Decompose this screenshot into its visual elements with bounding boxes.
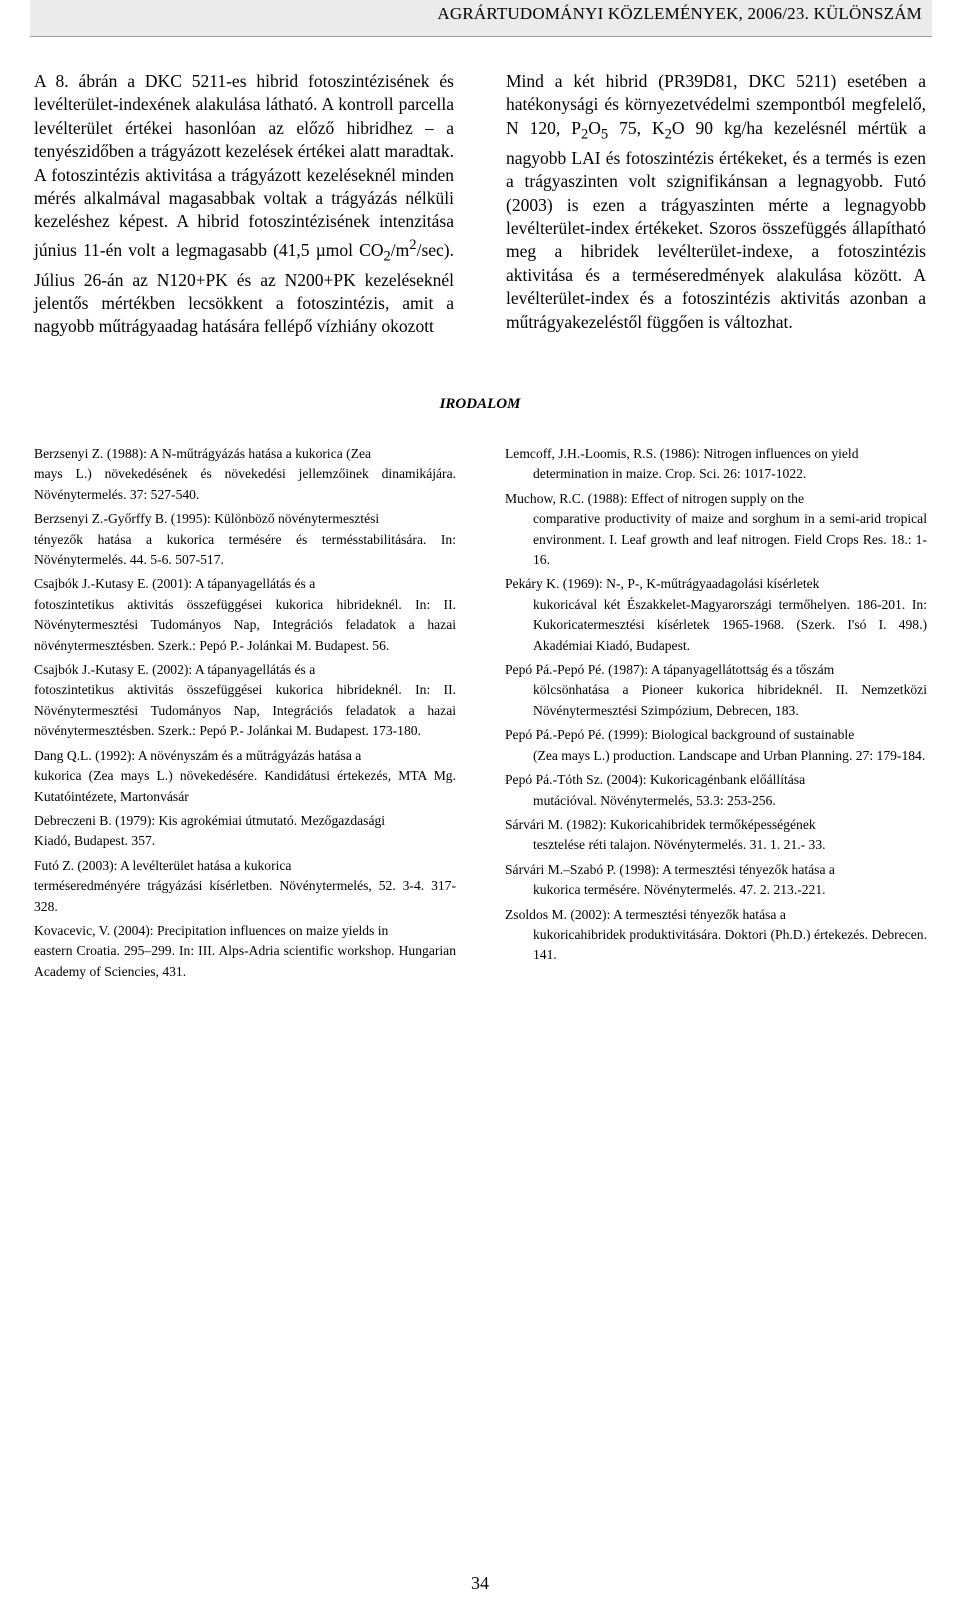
reference-first-line: Pepó Pá.-Pepó Pé. (1987): A tápanyagellátottság és a tőszám bbox=[505, 662, 835, 678]
reference-first-line: Lemcoff, J.H.-Loomis, R.S. (1986): Nitrogen influences on yield bbox=[505, 446, 859, 461]
reference-first-line: Csajbók J.-Kutasy E. (2002): A tápanyagellátás és a bbox=[34, 662, 316, 678]
reference-continuation: mutációval. Növénytermelés, 53.3: 253-256. bbox=[533, 792, 776, 808]
reference-first-line: Sárvári M. (1982): Kukoricahibridek termőképességének bbox=[505, 816, 816, 832]
reference-first-line: Futó Z. (2003): A levélterület hatása a kukorica bbox=[34, 857, 292, 873]
reference-entry bbox=[34, 856, 456, 917]
reference-continuation: tesztelése réti talajon. Növénytermelés. 31. 1. 21.- 33. bbox=[533, 837, 826, 853]
reference-continuation: fotoszintetikus aktivitás összefüggései kukorica hibrideknél. In: II. Növénytermesztési Tudományos Nap, Integrációs feladatok a hazai növénytermesztésben. Szerk.: Pepó P.- Jolánkai M. Budapest. 173-180. bbox=[34, 682, 456, 739]
reference-entry bbox=[505, 815, 927, 856]
reference-entry bbox=[505, 725, 927, 766]
reference-first-line: Pepó Pá.-Pepó Pé. (1999): Biological background of sustainable bbox=[505, 727, 855, 743]
running-header: AGRÁRTUDOMÁNYI KÖZLEMÉNYEK, 2006/23. KÜLÖNSZÁM bbox=[30, 0, 932, 37]
reference-continuation: determination in maize. Crop. Sci. 26: 1017-1022. bbox=[533, 466, 807, 482]
reference-entry bbox=[34, 574, 456, 656]
reference-first-line: Sárvári M.–Szabó P. (1998): A termesztési tényezők hatása a bbox=[505, 861, 835, 877]
reference-continuation: Kiadó, Budapest. 357. bbox=[34, 833, 156, 849]
section-title: IRODALOM bbox=[439, 396, 521, 412]
reference-entry bbox=[34, 746, 456, 807]
reference-first-line: Kovacevic, V. (2004): Precipitation influences on maize yields in bbox=[34, 922, 389, 938]
reference-entry bbox=[505, 860, 927, 901]
reference-entry bbox=[505, 489, 927, 571]
reference-entry bbox=[34, 509, 456, 570]
reference-continuation: fotoszintetikus aktivitás összefüggései kukorica hibrideknél. In: II. Növénytermesztési Tudományos Nap, Integrációs feladatok a hazai növénytermesztésben. Szerk.: Pepó P.- Jolánkai M. Budapest. 56. bbox=[34, 596, 456, 653]
reference-continuation: terméseredményére trágyázási kísérletben. Növénytermelés, 52. 3-4. 317-328. bbox=[34, 878, 456, 914]
paragraph: A 8. ábrán a DKC 5211-es hibrid fotoszintézisének és levélterület-indexének alakulása látható. A kontroll parcella levélterület értékei hasonlóan az előző hibridhez – a tenyészidőben a trágyázott kezelések értékei alatt maradtak. A fotoszintézis aktivitása a trágyázott kezeléseknél minden mérés alkalmával magasabbak voltak a trágyázás nélküli kezeléshez képest. A hibrid fotoszintézisének intenzitása június 11-én volt a legmagasabb (41,5 µmol $CO_2/m^2/\sec$). Július 26-án az N120+PK és az N200+PK kezeléseknél jelentős mértékben lecsökkent a fotoszintézis, amit a nagyobb műtrágyaadag hatására fellépő vízhiány okozott bbox=[34, 71, 454, 337]
reference-entry bbox=[505, 574, 927, 656]
reference-first-line: Berzsenyi Z. (1988): A N-műtrágyázás hatása a kukorica (Zea bbox=[34, 446, 372, 461]
reference-entry bbox=[34, 444, 456, 505]
reference-entry bbox=[34, 811, 456, 852]
references-left bbox=[34, 444, 456, 986]
body-column-right bbox=[506, 70, 926, 334]
reference-entry bbox=[34, 660, 456, 742]
reference-continuation: mays L.) növekedésének és növekedési jellemzőinek dinamikájára. Növénytermelés. 37: 527-540. bbox=[34, 466, 456, 502]
reference-continuation: comparative productivity of maize and sorghum in a semi-arid tropical environment. I. Leaf growth and leaf nitrogen. Field Crops Res. 18.: 1-16. bbox=[533, 511, 927, 568]
body-column-left bbox=[34, 70, 454, 339]
reference-continuation: kukorica termésére. Növénytermelés. 47. 2. 213.-221. bbox=[533, 882, 826, 898]
reference-entry bbox=[34, 921, 456, 982]
reference-entry bbox=[505, 905, 927, 966]
reference-first-line: Berzsenyi Z.-Győrffy B. (1995): Különböző növénytermesztési bbox=[34, 511, 380, 527]
reference-first-line: Zsoldos M. (2002): A termesztési tényezők hatása a bbox=[505, 906, 786, 922]
reference-first-line: Dang Q.L. (1992): A növényszám és a műtrágyázás hatása a bbox=[34, 747, 362, 763]
reference-first-line: Debreczeni B. (1979): Kis agrokémiai útmutató. Mezőgazdasági bbox=[34, 812, 386, 828]
reference-entry bbox=[505, 444, 927, 485]
reference-continuation: kukoricahibridek produktivitására. Doktori (Ph.D.) értekezés. Debrecen. 141. bbox=[533, 926, 927, 963]
reference-first-line: Pepó Pá.-Tóth Sz. (2004): Kukoricagénbank előállítása bbox=[505, 772, 806, 788]
references-right bbox=[505, 444, 927, 970]
reference-first-line: Csajbók J.-Kutasy E. (2001): A tápanyagellátás és a bbox=[34, 576, 316, 592]
paragraph: Mind a két hibrid (PR39D81, DKC 5211) esetében a hatékonysági és környezetvédelmi szempontból megfelelő, N 120, $P_2O_5$ 75, $K_2O$ 90 kg/ha kezelésnél mértük a nagyobb LAI és fotoszintézis értékeket, és a termés is ezen a trágyaszinten volt szignifikánsan a legnagyobb. Futó (2003) is ezen a trágyaszinten mérte a legnagyobb levélterület-index értékeket. Szoros összefüggés állapítható meg a hibridek levélterület-indexe, a fotoszintézis aktivitása és a terméseredmények alakulása között. A levélterület-index és a fotoszintézis aktivitás azonban a műtrágyakezeléstől függően is változhat. bbox=[506, 71, 926, 332]
reference-first-line: Muchow, R.C. (1988): Effect of nitrogen supply on the bbox=[505, 490, 805, 506]
reference-continuation: tényezők hatása a kukorica termésére és termésstabilitására. In: Növénytermelés. 44. 5-6. 507-517. bbox=[34, 531, 456, 568]
page-number: 34 bbox=[471, 1573, 489, 1593]
reference-continuation: kölcsönhatása a Pioneer kukorica hibrideknél. II. Nemzetközi Növénytermesztési Szimpózium, Debrecen, 183. bbox=[533, 682, 927, 718]
reference-entry bbox=[505, 770, 927, 811]
reference-continuation: (Zea mays L.) production. Landscape and Urban Planning. 27: 179-184. bbox=[533, 747, 926, 763]
reference-entry bbox=[505, 660, 927, 721]
reference-continuation: eastern Croatia. 295–299. In: III. Alps-Adria scientific workshop. Hungarian Academy of Sciencies, 431. bbox=[34, 943, 456, 979]
reference-first-line: Pekáry K. (1969): N-, P-, K-műtrágyaadagolási kísérletek bbox=[505, 576, 820, 592]
reference-continuation: kukoricával két Északkelet-Magyarországi termőhelyen. 186-201. In: Kukoricatermesztési kísérletek 1965-1968. (Szerk. I'só I. 498.) Akadémiai Kiadó, Budapest. bbox=[533, 596, 927, 653]
reference-continuation: kukorica (Zea mays L.) növekedésére. Kandidátusi értekezés, MTA Mg. Kutatóintézete, Martonvásár bbox=[34, 768, 456, 804]
